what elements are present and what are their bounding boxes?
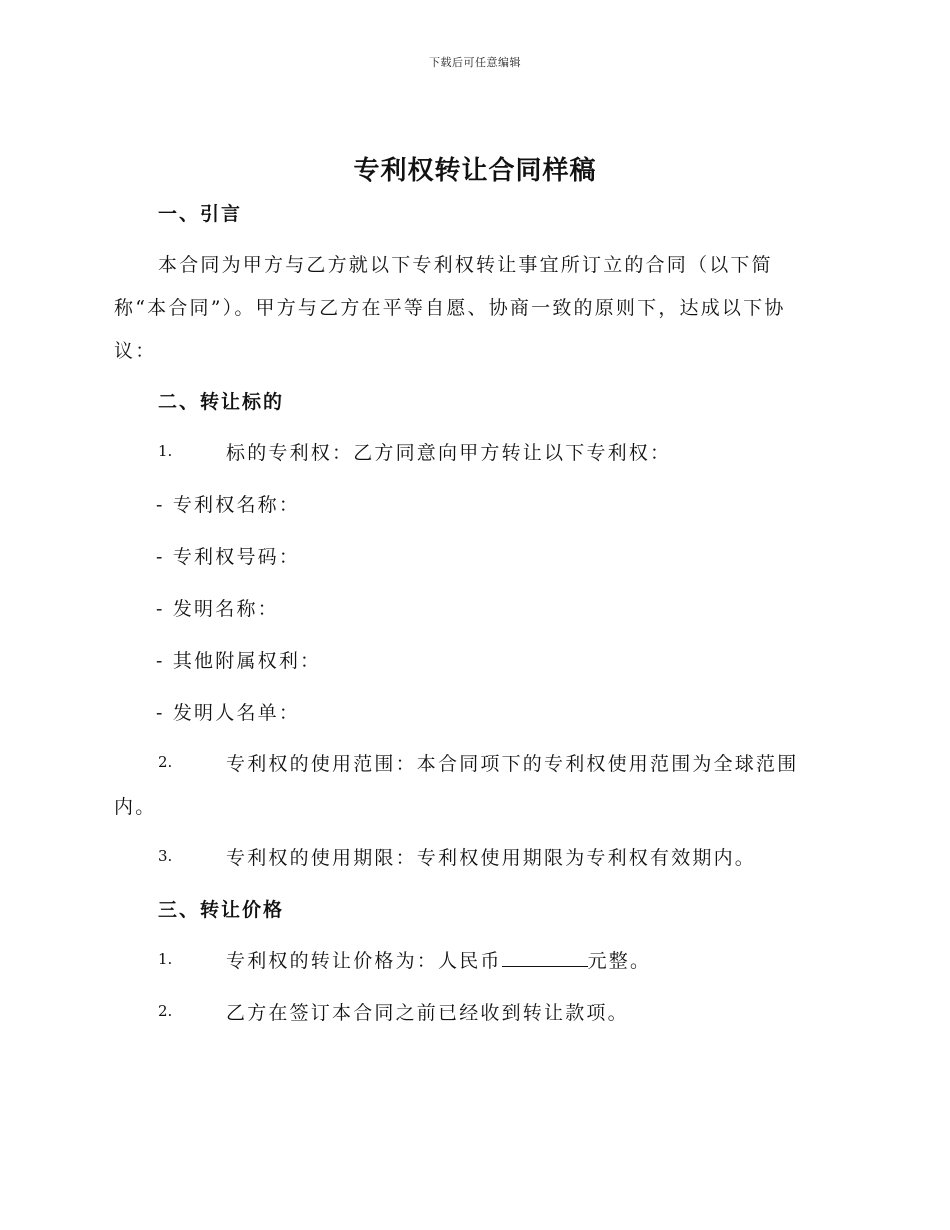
- section-heading-intro: 一、引言: [158, 203, 243, 225]
- list-item-number: 3.: [158, 847, 173, 865]
- list-item-text: 乙方在签订本合同之前已经收到转让款项。: [226, 1002, 629, 1024]
- list-item-text: [226, 946, 651, 973]
- list-item-text: 标的专利权：乙方同意向甲方转让以下专利权：: [226, 442, 672, 464]
- paragraph-line: 内。: [114, 796, 157, 818]
- page-header-note: 下载后可任意编辑: [429, 56, 521, 69]
- list-item-text: 专利权的使用范围：本合同项下的专利权使用范围为全球范围: [226, 753, 799, 775]
- price-blank-field: [502, 948, 588, 967]
- section-heading-subject: 二、转让标的: [158, 391, 285, 413]
- paragraph-line: 本合同为甲方与乙方就以下专利权转让事宜所订立的合同（以下简: [158, 254, 773, 276]
- section-heading-price: 三、转让价格: [158, 899, 285, 921]
- list-item-number: 2.: [158, 1002, 173, 1020]
- list-item: - 其他附属权利：: [156, 650, 322, 672]
- paragraph-line: 称“本合同”）。甲方与乙方在平等自愿、协商一致的原则下，达成以下协: [114, 297, 786, 319]
- list-item-text: 专利权的使用期限：专利权使用期限为专利权有效期内。: [226, 847, 757, 869]
- list-item: - 发明名称：: [156, 598, 279, 620]
- paragraph-line: 议：: [114, 340, 157, 362]
- list-item-number: 2.: [158, 753, 173, 771]
- price-unit: 元整。: [587, 950, 652, 972]
- document-title: 专利权转让合同样稿: [353, 156, 597, 186]
- price-label: 专利权的转让价格为：人民币: [226, 950, 502, 972]
- list-item: - 专利权名称：: [156, 494, 301, 516]
- list-item: - 专利权号码：: [156, 546, 301, 568]
- list-item-number: 1.: [158, 950, 173, 968]
- list-item: - 发明人名单：: [156, 702, 301, 724]
- list-item-number: 1.: [158, 442, 173, 460]
